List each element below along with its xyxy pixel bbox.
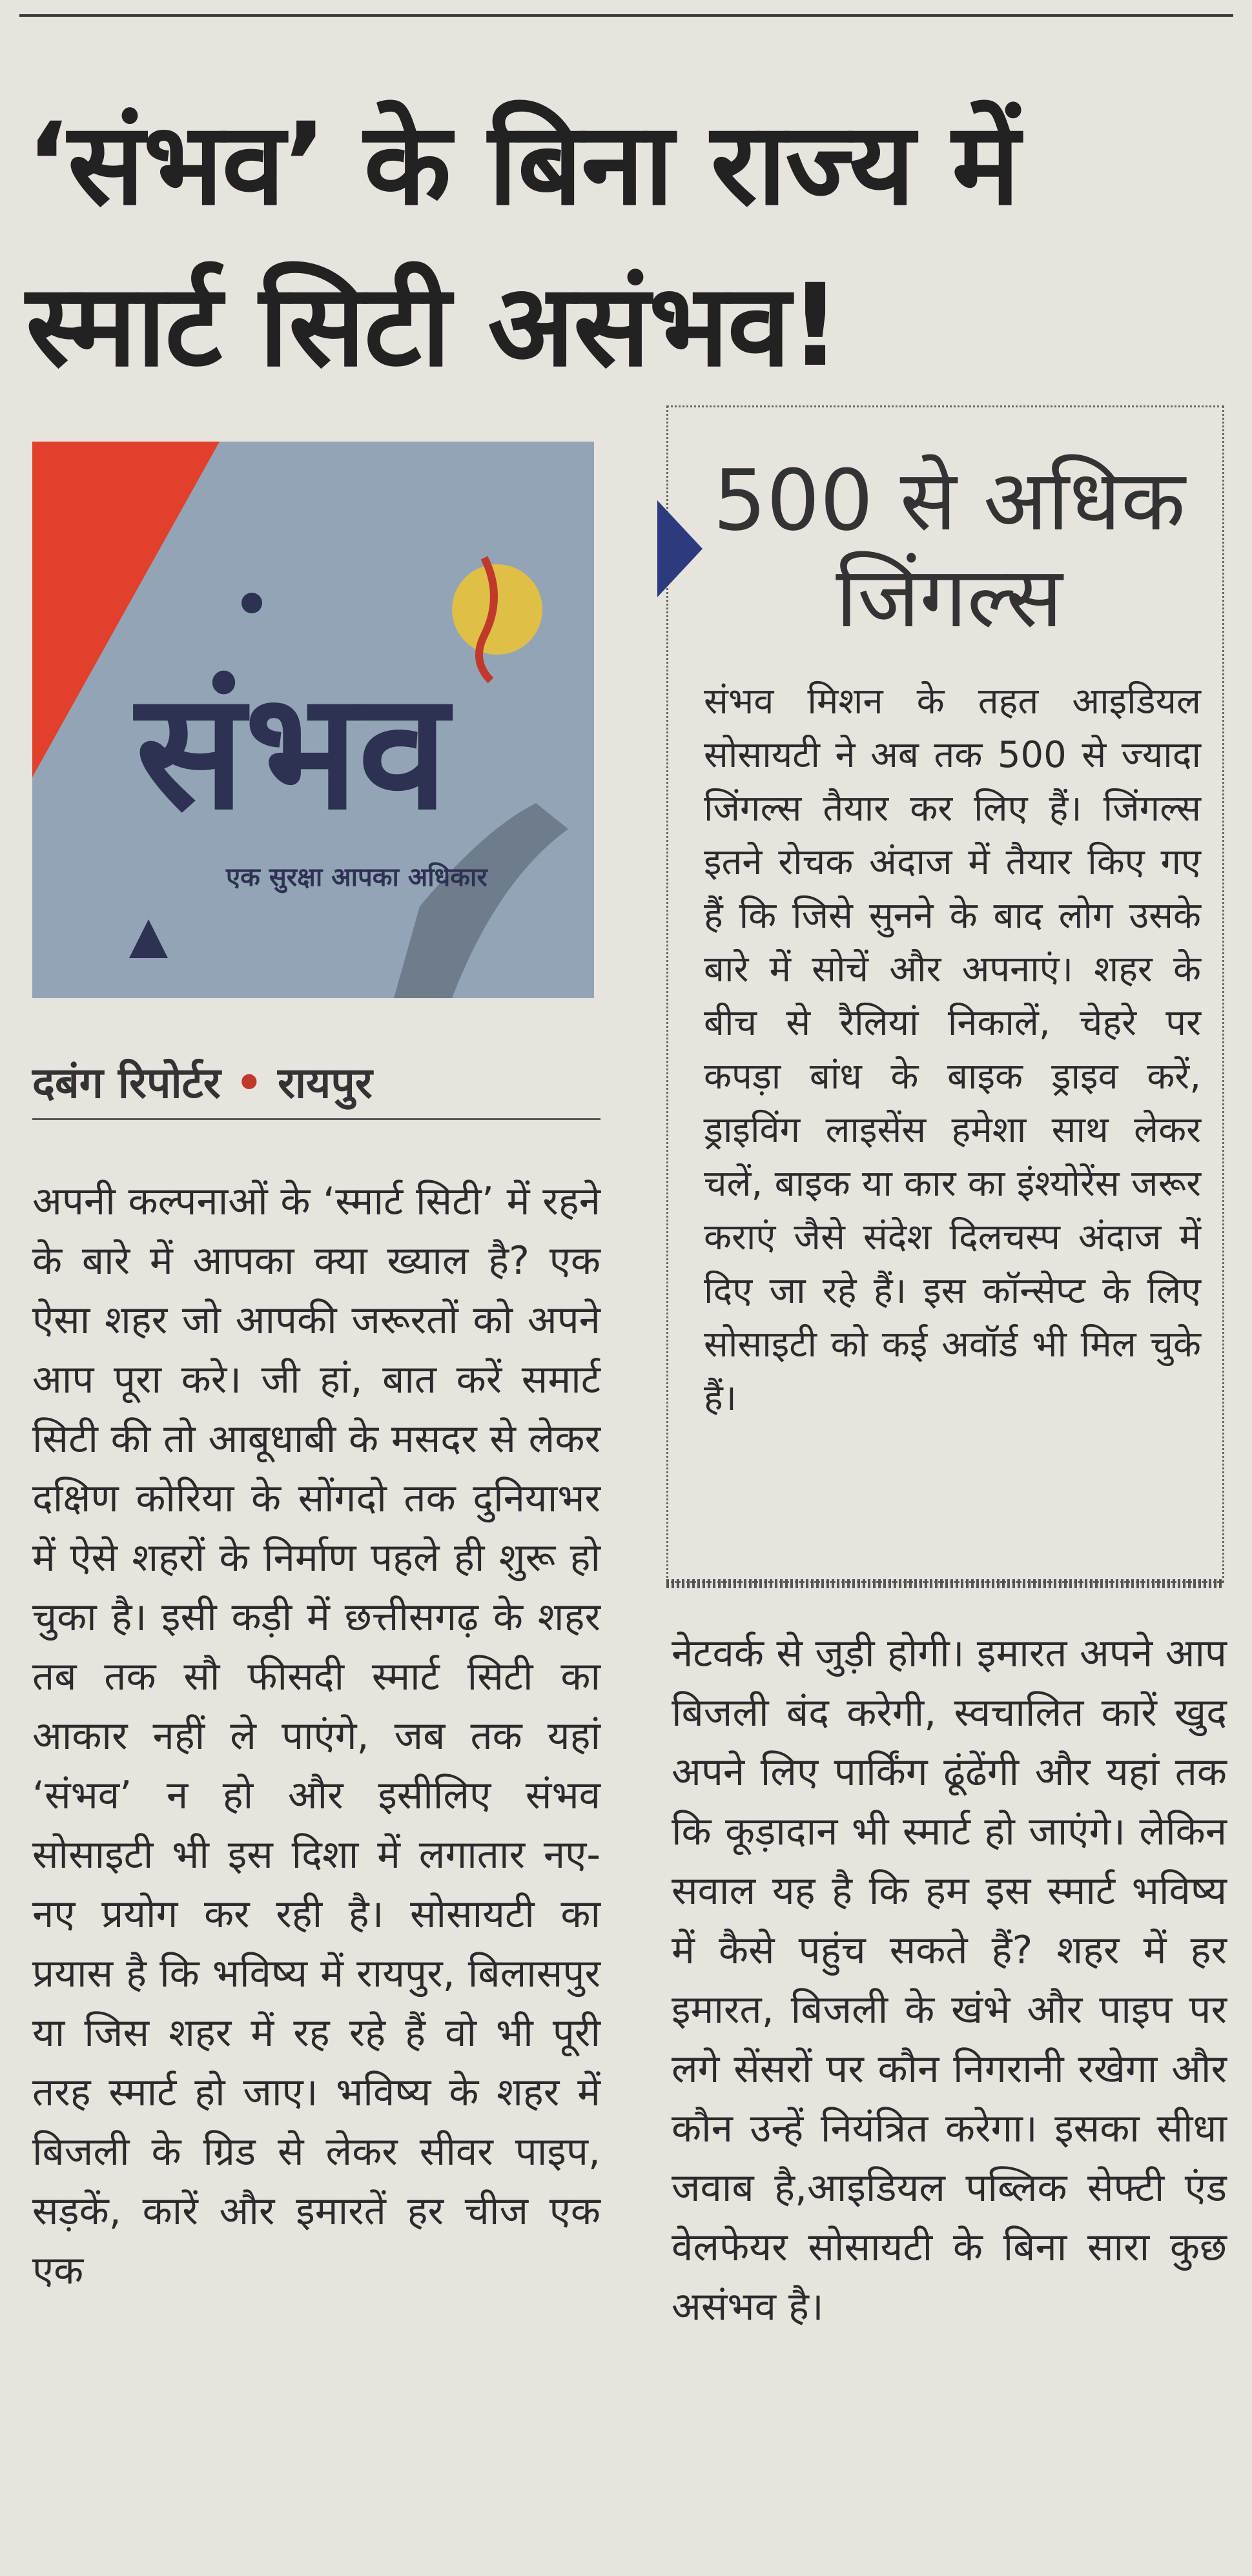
sidebar-title: 500 से अधिक जिंगल्स (713, 451, 1185, 646)
sidebar-bottom-border (666, 1579, 1224, 1588)
byline-city: रायपुर (277, 1058, 373, 1108)
article-left-column: अपनी कल्पनाओं के ‘स्मार्ट सिटी’ में रहने के बारे में आपका क्या ख्याल है? एक ऐसा शहर जो आपकी जरूरतों को अपने आप पूरा करे। जी हां, बात करें समार्ट सिटी की तो आबूधाबी के मसदर से लेकर दक्षिण कोरिया के सोंगदो तक दुनियाभर में ऐसे शहरों के निर्माण पहले ही शुरू हो चुका है। इसी कड़ी में छत्तीसगढ़ के शहर तब तक सौ फीसदी स्मार्ट सिटी का आकार नहीं ले पाएंगे, जब तक यहां ‘संभव’ न हो और इसीलिए संभव सोसाइटी भी इस दिशा में लगातार नए-नए प्रयोग कर रही है। सोसायटी का प्रयास है कि भविष्य में रायपुर, बिलासपुर या जिस शहर में रह रहे हैं वो भी पूरी तरह स्मार्ट हो जाए। भविष्य के शहर में बिजली के ग्रिड से लेकर सीवर पाइप, सड़कें, कारें और इमारतें हर चीज एक एक (32, 1179, 600, 2293)
top-rule (19, 14, 1233, 17)
byline (32, 1052, 600, 1110)
byline-reporter: दबंग रिपोर्टर (32, 1058, 221, 1108)
byline-separator: • (235, 1058, 263, 1108)
byline-rule (32, 1118, 600, 1120)
headline: ‘संभव’ के बिना राज्य में स्मार्ट सिटी असंभव! (26, 98, 1019, 392)
arrow-marker-icon (657, 500, 703, 597)
logo-tagline: एक सुरक्षा आपका अधिकार (226, 863, 487, 892)
sambhav-logo-image (32, 442, 594, 998)
article-right-column: नेटवर्क से जुड़ी होगी। इमारत अपने आप बिजली बंद करेगी, स्वचालित कारें खुद अपने लिए पार्किंग ढूंढेंगी और यहां तक कि कूड़ादान भी स्मार्ट हो जाएंगे। लेकिन सवाल यह है कि हम इस स्मार्ट भविष्य में कैसे पहुंच सकते हैं? शहर में हर इमारत, बिजली के खंभे और पाइप पर लगे सेंसरों पर कौन निगरानी रखेगा और कौन उन्हें नियंत्रित करेगा। इसका सीधा जवाब है,आइडियल पब्लिक सेफ्टी एंड वेलफेयर सोसायटी के बिना सारा कुछ असंभव है। (672, 1631, 1227, 2329)
sidebar-body: संभव मिशन के तहत आइडियल सोसायटी ने अब तक 500 से ज्यादा जिंगल्स तैयार कर लिए हैं। जिंगल्स इतने रोचक अंदाज में तैयार किए गए हैं कि जिसे सुनने के बाद लोग उसके बारे में सोचें और अपनाएं। शहर के बीच से रैलियां निकालें, चेहरे पर कपड़ा बांध के बाइक ड्राइव करें, ड्राइविंग लाइसेंस हमेशा साथ लेकर चलें, बाइक या कार का इंश्योरेंस जरूर कराएं जैसे संदेश दिलचस्प अंदाज में दिए जा रहे हैं। इस कॉन्सेप्ट के लिए सोसाइटी को कई अवॉर्ड भी मिल चुके हैं। (704, 680, 1201, 1419)
logo-word: संभव (136, 657, 448, 845)
